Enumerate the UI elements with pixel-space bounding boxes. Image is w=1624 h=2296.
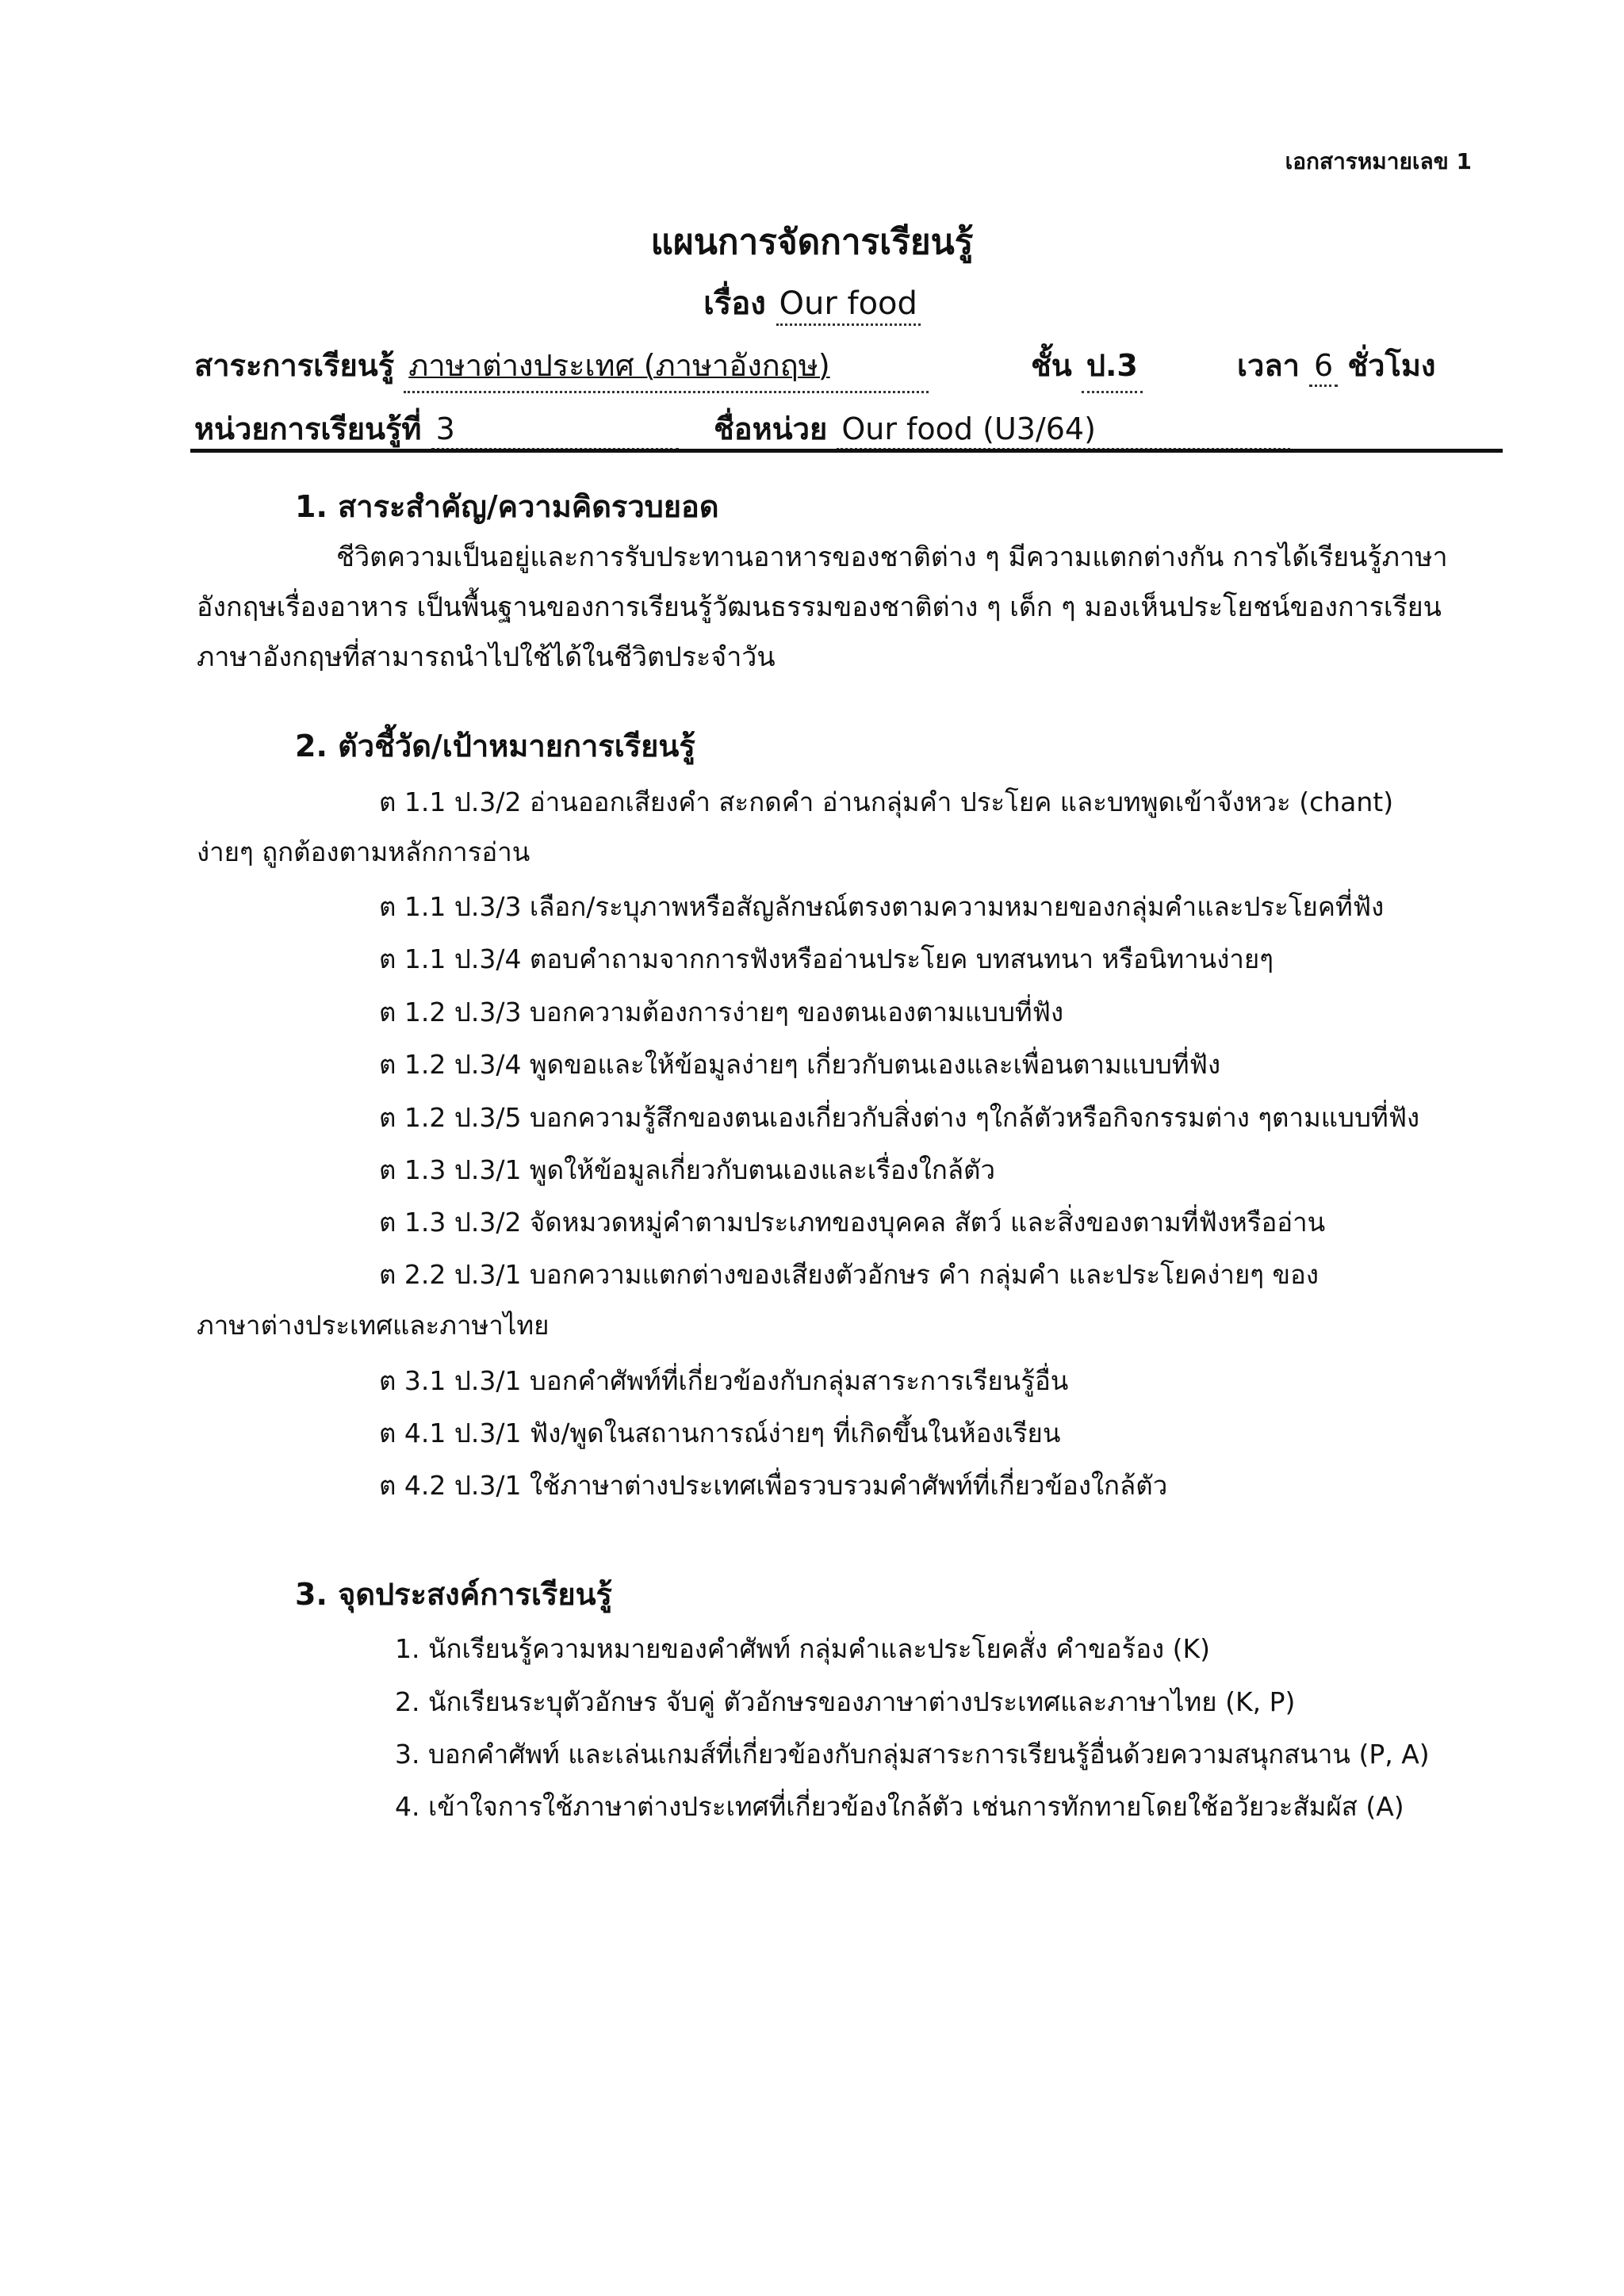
- area-label: สาระการเรียนรู้: [194, 348, 395, 383]
- indicator-item: ต 1.3 ป.3/1 พูดให้ข้อมูลเกี่ยวกับตนเองและเรื่องใกล้ตัว: [379, 1154, 996, 1185]
- objective-item: 1. นักเรียนรู้ความหมายของคำศัพท์ กลุ่มคำและประโยคสั่ง คำขอร้อง (K): [395, 1633, 1211, 1664]
- objective-item: 2. นักเรียนระบุตัวอักษร จับคู่ ตัวอักษรของภาษาต่างประเทศและภาษาไทย (K, P): [395, 1686, 1296, 1717]
- section1-paragraph: [197, 533, 1473, 683]
- unit-name-value: Our food (U3/64): [837, 411, 1290, 450]
- subject-label: เรื่อง: [703, 285, 766, 322]
- grade-label: ชั้น: [1031, 348, 1072, 383]
- info-row-unit-number: [194, 404, 679, 453]
- header-divider: [190, 449, 1503, 453]
- objective-item: 3. บอกคำศัพท์ และเล่นเกมส์ที่เกี่ยวข้องกับกลุ่มสาระการเรียนรู้อื่นด้วยความสนุกสนาน (P, A): [395, 1739, 1430, 1770]
- indicator-item: ภาษาต่างประเทศและภาษาไทย: [197, 1310, 550, 1341]
- info-row-area: [194, 341, 929, 393]
- section3-heading: 3. จุดประสงค์การเรียนรู้: [295, 1577, 612, 1612]
- info-row-unit-name: [714, 404, 1290, 453]
- page-title: แผนการจัดการเรียนรู้: [650, 222, 974, 262]
- subject-line: [0, 277, 1624, 328]
- time-value: 6: [1309, 348, 1338, 387]
- indicator-item: ง่ายๆ ถูกต้องตามหลักการอ่าน: [197, 836, 530, 867]
- info-row-time: [1237, 341, 1435, 389]
- indicator-item: ต 4.2 ป.3/1 ใช้ภาษาต่างประเทศเพื่อรวบรวมคำศัพท์ที่เกี่ยวข้องใกล้ตัว: [379, 1470, 1168, 1501]
- unit-name-label: ชื่อหน่วย: [714, 411, 828, 446]
- indicator-item: ต 3.1 ป.3/1 บอกคำศัพท์ที่เกี่ยวข้องกับกลุ่มสาระการเรียนรู้อื่น: [379, 1365, 1069, 1396]
- indicator-item: ต 1.1 ป.3/4 ตอบคำถามจากการฟังหรืออ่านประโยค บทสนทนา หรือนิทานง่ายๆ: [379, 943, 1274, 974]
- indicator-item: ต 1.2 ป.3/5 บอกความรู้สึกของตนเองเกี่ยวกับสิ่งต่าง ๆใกล้ตัวหรือกิจกรรมต่าง ๆตามแบบที่ฟัง: [379, 1102, 1420, 1133]
- indicator-item: ต 4.1 ป.3/1 ฟัง/พูดในสถานการณ์ง่ายๆ ที่เกิดขึ้นในห้องเรียน: [379, 1418, 1061, 1448]
- grade-value: ป.3: [1082, 341, 1143, 393]
- indicator-item: ต 2.2 ป.3/1 บอกความแตกต่างของเสียงตัวอักษร คำ กลุ่มคำ และประโยคง่ายๆ ของ: [379, 1259, 1319, 1290]
- unit-number-value: 3: [431, 411, 679, 450]
- section2-heading: 2. ตัวชี้วัด/เป้าหมายการเรียนรู้: [295, 729, 695, 763]
- area-value-text: ภาษาต่างประเทศ (ภาษาอังกฤษ): [408, 348, 830, 383]
- time-unit: ชั่วโมง: [1347, 348, 1436, 383]
- indicator-item: ต 1.3 ป.3/2 จัดหมวดหมู่คำตามประเภทของบุคคล สัตว์ และสิ่งของตามที่ฟังหรืออ่าน: [379, 1207, 1326, 1238]
- document-number: เอกสารหมายเลข 1: [1285, 148, 1472, 174]
- indicator-item: ต 1.1 ป.3/3 เลือก/ระบุภาพหรือสัญลักษณ์ตรงตามความหมายของกลุ่มคำและประโยคที่ฟัง: [379, 891, 1385, 922]
- indicator-item: ต 1.2 ป.3/4 พูดขอและให้ข้อมูลง่ายๆ เกี่ยวกับตนเองและเพื่อนตามแบบที่ฟัง: [379, 1049, 1221, 1080]
- objective-item: 4. เข้าใจการใช้ภาษาต่างประเทศที่เกี่ยวข้องใกล้ตัว เช่นการทักทายโดยใช้อวัยวะสัมผัส (A): [395, 1791, 1404, 1822]
- indicator-item: ต 1.1 ป.3/2 อ่านออกเสียงคำ สะกดคำ อ่านกลุ่มคำ ประโยค และบทพูดเข้าจังหวะ (chant): [379, 786, 1394, 817]
- indicator-item: ต 1.2 ป.3/3 บอกความต้องการง่ายๆ ของตนเองตามแบบที่ฟัง: [379, 997, 1064, 1027]
- unit-number-label: หน่วยการเรียนรู้ที่: [194, 411, 422, 446]
- section1-heading: 1. สาระสำคัญ/ความคิดรวบยอด: [295, 489, 719, 524]
- info-row-grade: [1031, 341, 1143, 393]
- area-value: [404, 341, 929, 393]
- subject-value: Our food: [776, 285, 921, 326]
- time-label: เวลา: [1237, 348, 1300, 383]
- section1-paragraph-text: ชีวิตความเป็นอยู่และการรับประทานอาหารของชาติต่าง ๆ มีความแตกต่างกัน การได้เรียนรู้ภาษาอังกฤษเรื่องอาหาร เป็นพื้นฐานของการเรียนรู้วัฒนธรรมของชาติต่าง ๆ เด็ก ๆ มองเห็นประโยชน์ของการเรียนภาษาอังกฤษที่สามารถนำไปใช้ได้ในชีวิตประจำวัน: [197, 541, 1448, 673]
